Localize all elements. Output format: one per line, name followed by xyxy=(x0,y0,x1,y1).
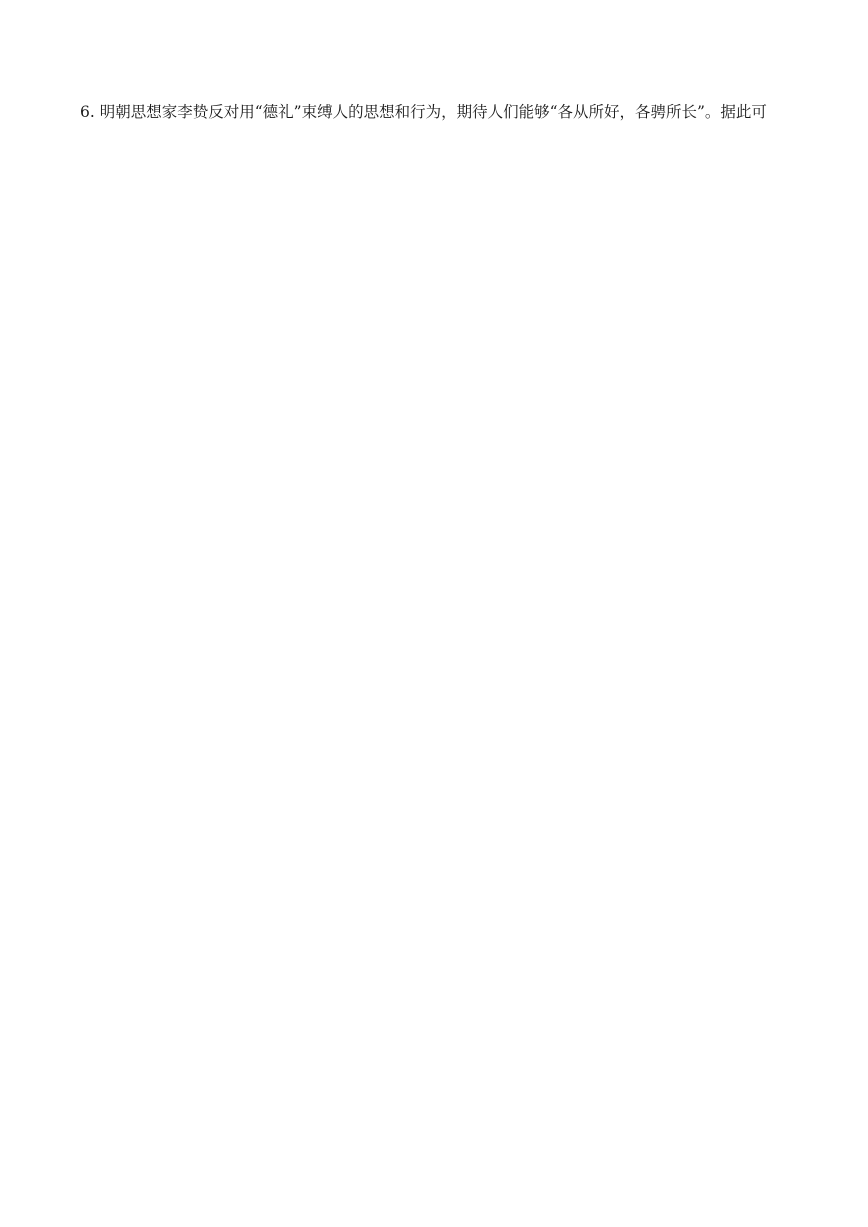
q6-stem-line-1: 6. 明朝思想家李贽反对用“德礼”束缚人的思想和行为，期待人们能够“各从所好，各骋所长”。据此可 xyxy=(80,103,767,121)
